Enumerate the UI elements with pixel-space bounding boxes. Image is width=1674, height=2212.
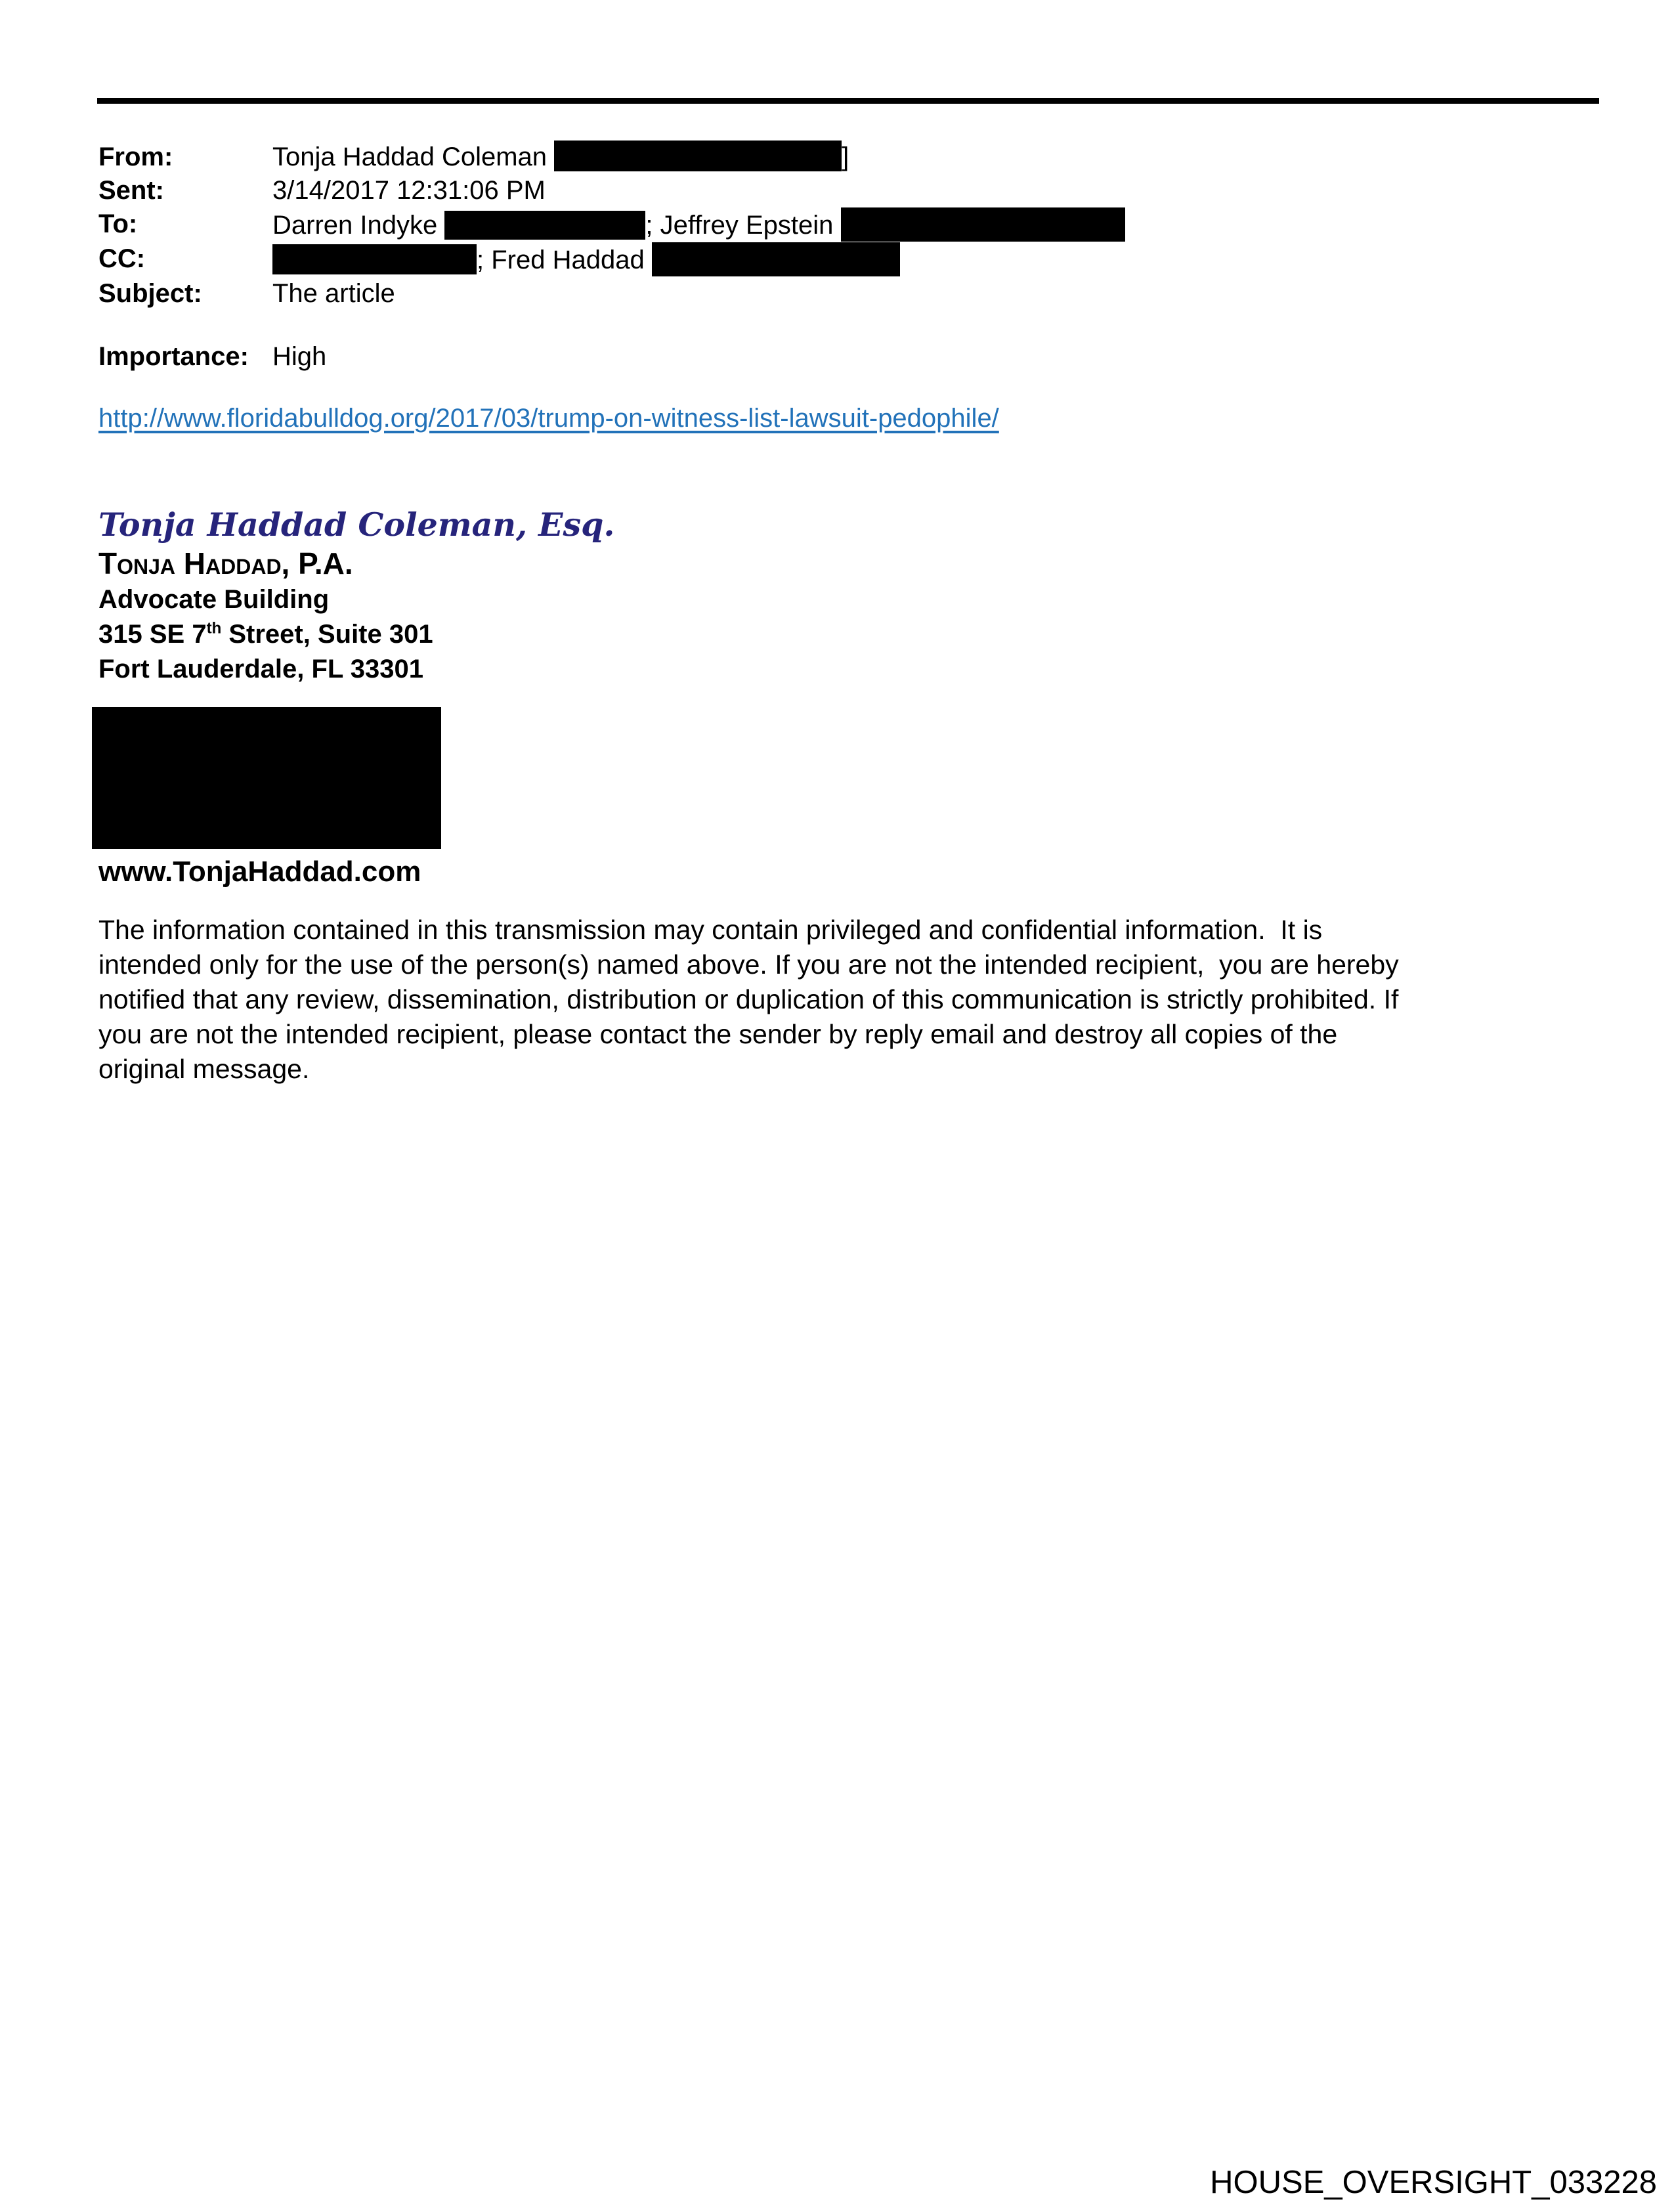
article-link[interactable]: http://www.floridabulldog.org/2017/03/trump-on-witness-list-lawsuit-pedophile/: [98, 404, 999, 433]
disclaimer-line: original message.: [98, 1054, 310, 1084]
signature-city: Fort Lauderdale, FL 33301: [98, 655, 423, 683]
to-recipient-1: Darren Indyke: [272, 211, 445, 240]
from-label: From:: [98, 142, 173, 171]
disclaimer-line: you are not the intended recipient, please contact the sender by reply email and destroy all copies of the: [98, 1019, 1338, 1049]
subject-label: Subject:: [98, 279, 202, 308]
from-bracket: ]: [842, 142, 849, 171]
from-row: [98, 141, 1125, 174]
signature-name: Tonja Haddad Coleman, Esq.: [98, 506, 615, 544]
subject-value: The article: [272, 279, 395, 308]
disclaimer-line: notified that any review, dissemination, distribution or duplication of this communication is strictly prohibited. If: [98, 984, 1399, 1014]
subject-row: [98, 277, 1125, 311]
cc-recipient: ; Fred Haddad: [477, 246, 652, 274]
from-value: [272, 141, 849, 174]
cc-label: CC:: [98, 244, 146, 273]
signature-street-ordinal: th: [206, 619, 222, 638]
disclaimer-line: The information contained in this transmission may contain privileged and confidential information. It is: [98, 915, 1323, 945]
signature-website: www.TonjaHaddad.com: [98, 856, 421, 888]
to-row: [98, 207, 1125, 242]
redaction-box-cc-email-1: [272, 244, 477, 274]
importance-row: [98, 340, 326, 374]
sent-value: 3/14/2017 12:31:06 PM: [272, 176, 546, 205]
disclaimer-line: intended only for the use of the person(s) named above. If you are not the intended recipient, you are hereby: [98, 949, 1399, 980]
redaction-block-contact-info: [92, 707, 441, 849]
signature-street: [98, 617, 614, 652]
signature-street-rest: Street, Suite 301: [221, 620, 433, 649]
email-header-fields: [98, 141, 1125, 311]
header-divider-rule: [97, 98, 1599, 104]
signature-street-number: 315 SE 7: [98, 620, 207, 649]
to-value: [272, 207, 1125, 242]
disclaimer-paragraph: [98, 913, 1399, 1087]
importance-block: [98, 340, 326, 374]
redaction-box-to-email-1: [444, 211, 645, 240]
article-link-line: [98, 402, 999, 435]
from-name: Tonja Haddad Coleman: [272, 142, 555, 171]
sent-label: Sent:: [98, 176, 164, 205]
signature-block: [98, 504, 614, 687]
bates-stamp: HOUSE_OVERSIGHT_033228: [1210, 2165, 1657, 2200]
signature-firm: Tonja Haddad, P.A.: [98, 546, 353, 580]
redaction-box-from-email: [554, 141, 842, 171]
to-label: To:: [98, 209, 138, 238]
cc-value: [272, 242, 900, 277]
sent-row: [98, 174, 1125, 207]
redaction-box-to-email-2: [841, 207, 1125, 242]
importance-label: Importance:: [98, 342, 249, 371]
cc-row: [98, 242, 1125, 277]
to-recipient-2: ; Jeffrey Epstein: [645, 211, 841, 240]
signature-building: Advocate Building: [98, 585, 330, 614]
importance-value: High: [272, 342, 327, 371]
redaction-box-cc-email-2: [652, 242, 900, 276]
